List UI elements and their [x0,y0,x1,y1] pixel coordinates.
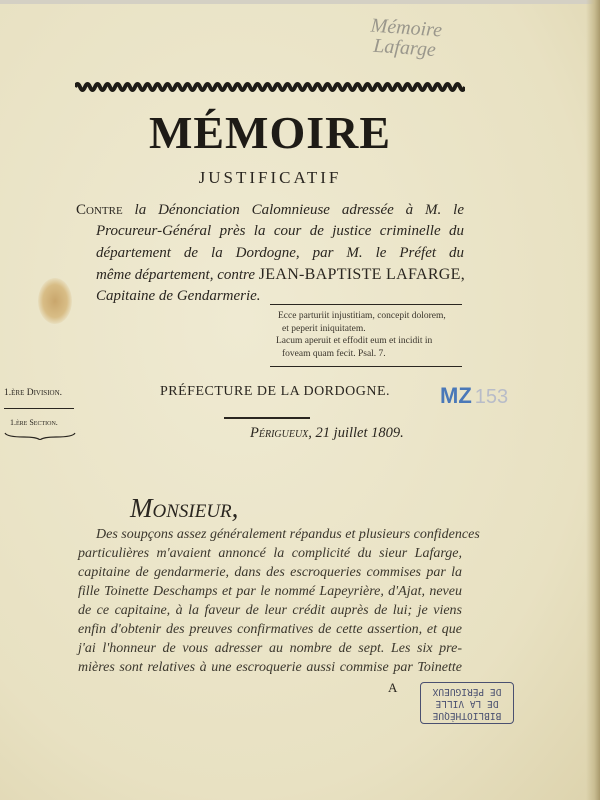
document-subtitle: JUSTIFICATIF [198,168,342,187]
stamp-line: BIBLIOTHÈQUE [432,710,502,721]
intro-line [96,266,464,284]
intro-line: Procureur-Général près la cour de justice criminelle du [96,223,464,239]
body-line: de ce capitaine, à la faveur de leur crédit auprès de lui; je viens [78,603,462,618]
shelfmark-prefix: MZ [440,383,472,408]
epigraph-line: Lacum aperuit et effodit eum et incidit in [276,336,433,346]
shelfmark-number: 153 [474,386,509,408]
body-line: enfin d'obtenir des preuves confirmatives de cette assertion, et que [78,622,462,637]
library-shelfmark-stamp [440,383,508,409]
heading-rule [224,417,310,419]
stamp-line: DE PÉRIGUEUX [432,686,502,697]
section-brace [4,432,76,440]
stamp-line: DE LA VILLE [435,698,499,709]
library-ownership-stamp [420,682,514,724]
intro-text: la Dénonciation Calomnieuse adressée à M. le [122,202,464,218]
handwritten-note [369,16,443,61]
intro-lead: Contre [76,202,123,218]
intro-line [76,202,464,219]
epigraph-line: et peperit iniquitatem. [282,323,366,334]
epigraph [270,304,462,367]
ornamental-wave-rule [75,80,465,94]
intro-line: département de la Dordogne, par M. le Préfet du [96,245,464,261]
epigraph-line: Ecce parturiit injustitiam, concepit dolorem, [278,311,446,321]
body-line: capitaine de gendarmerie, dans des escroqueries commises par la [78,565,462,580]
prefecture-heading: PRÉFECTURE DE LA DORDOGNE. [160,384,391,399]
intro-line: Capitaine de Gendarmerie. [96,288,261,304]
body-line: mières sont relatives à une escroquerie aussi commise par Toinette [78,660,462,675]
page-right-edge [586,0,600,800]
document-title: MÉMOIRE [148,107,392,158]
body-line: Des soupçons assez généralement répandus et plusieurs confidences [96,527,480,542]
body-line: particulières m'avaient annoncé la complicité du sieur Lafarge, [78,546,462,561]
foxing-stain [38,278,72,324]
signature-mark: A [388,680,398,695]
accused-name: JEAN-BAPTISTE LAFARGE, [258,266,466,283]
margin-divider [4,408,74,409]
epigraph-line: foveam quam fecit. Psal. 7. [282,348,386,359]
body-line: fille Toinette Deschamps et par le nommé Lapeyrière, d'Ajat, neveu [78,584,462,599]
handwritten-line: Mémoire [370,14,443,42]
salutation: Monsieur, [130,493,239,523]
intro-text: même département, contre [96,267,259,283]
body-line: j'ai l'honneur de vous adresser au nombre de sept. Les six pre- [78,641,462,656]
section-label: 1.ère Section. [10,418,58,427]
handwritten-line: Lafarge [372,34,437,62]
dateline [250,425,404,442]
page-top-edge [0,0,600,4]
dateline-place: Périgueux [250,425,309,441]
dateline-date: , 21 juillet 1809. [308,425,404,441]
division-label: 1.ère Division. [4,388,63,398]
